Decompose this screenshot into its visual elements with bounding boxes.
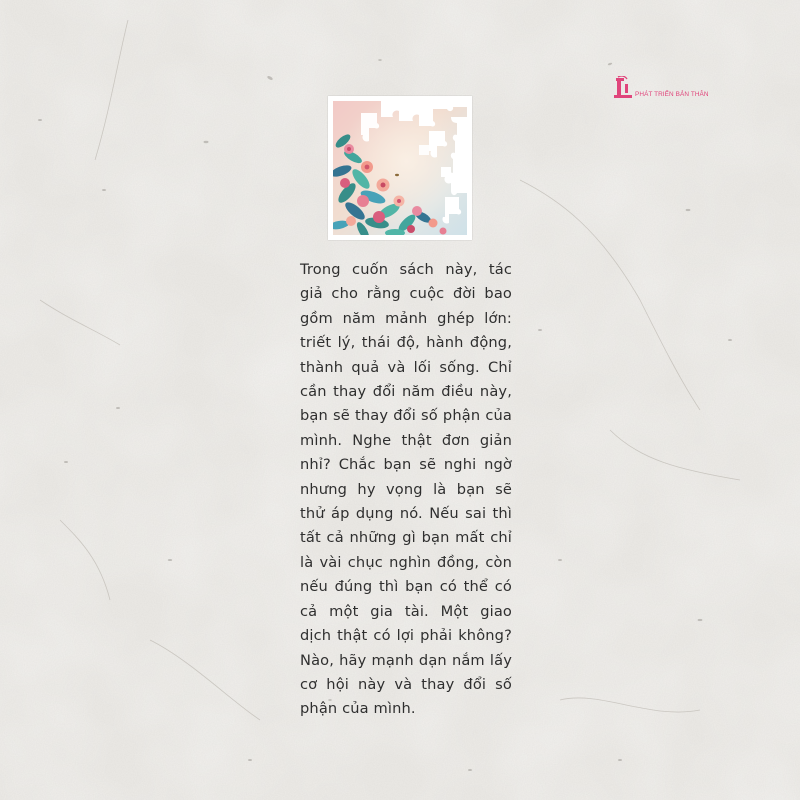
illustration-frame bbox=[328, 96, 472, 240]
flower-puzzle-illustration bbox=[333, 101, 467, 235]
brand-text: PHÁT TRIỂN BẢN THÂN bbox=[635, 91, 709, 98]
brand-header bbox=[612, 76, 709, 100]
description-paragraph: Trong cuốn sách này, tác giả cho rằng cuộc đời bao gồm năm mảnh ghép lớn: triết lý, thái độ, hành động, thành quả và lối sống. Chỉ cần thay đổi năm điều này, bạn sẽ thay đổi số phận của mình. Nghe thật đơn giản nhỉ? Chắc bạn sẽ nghi ngờ nhưng hy vọng là bạn sẽ thử áp dụng nó. Nếu sai thì tất cả những gì bạn mất chỉ là vài chục nghìn đồng, còn nếu đúng thì bạn có thể có cả một gia tài. Một giao dịch thật có lợi phải không? Nào, hãy mạnh dạn nắm lấy cơ hội này và thay đổi số phận của mình. bbox=[300, 261, 512, 718]
brand-logo-icon bbox=[612, 76, 634, 100]
